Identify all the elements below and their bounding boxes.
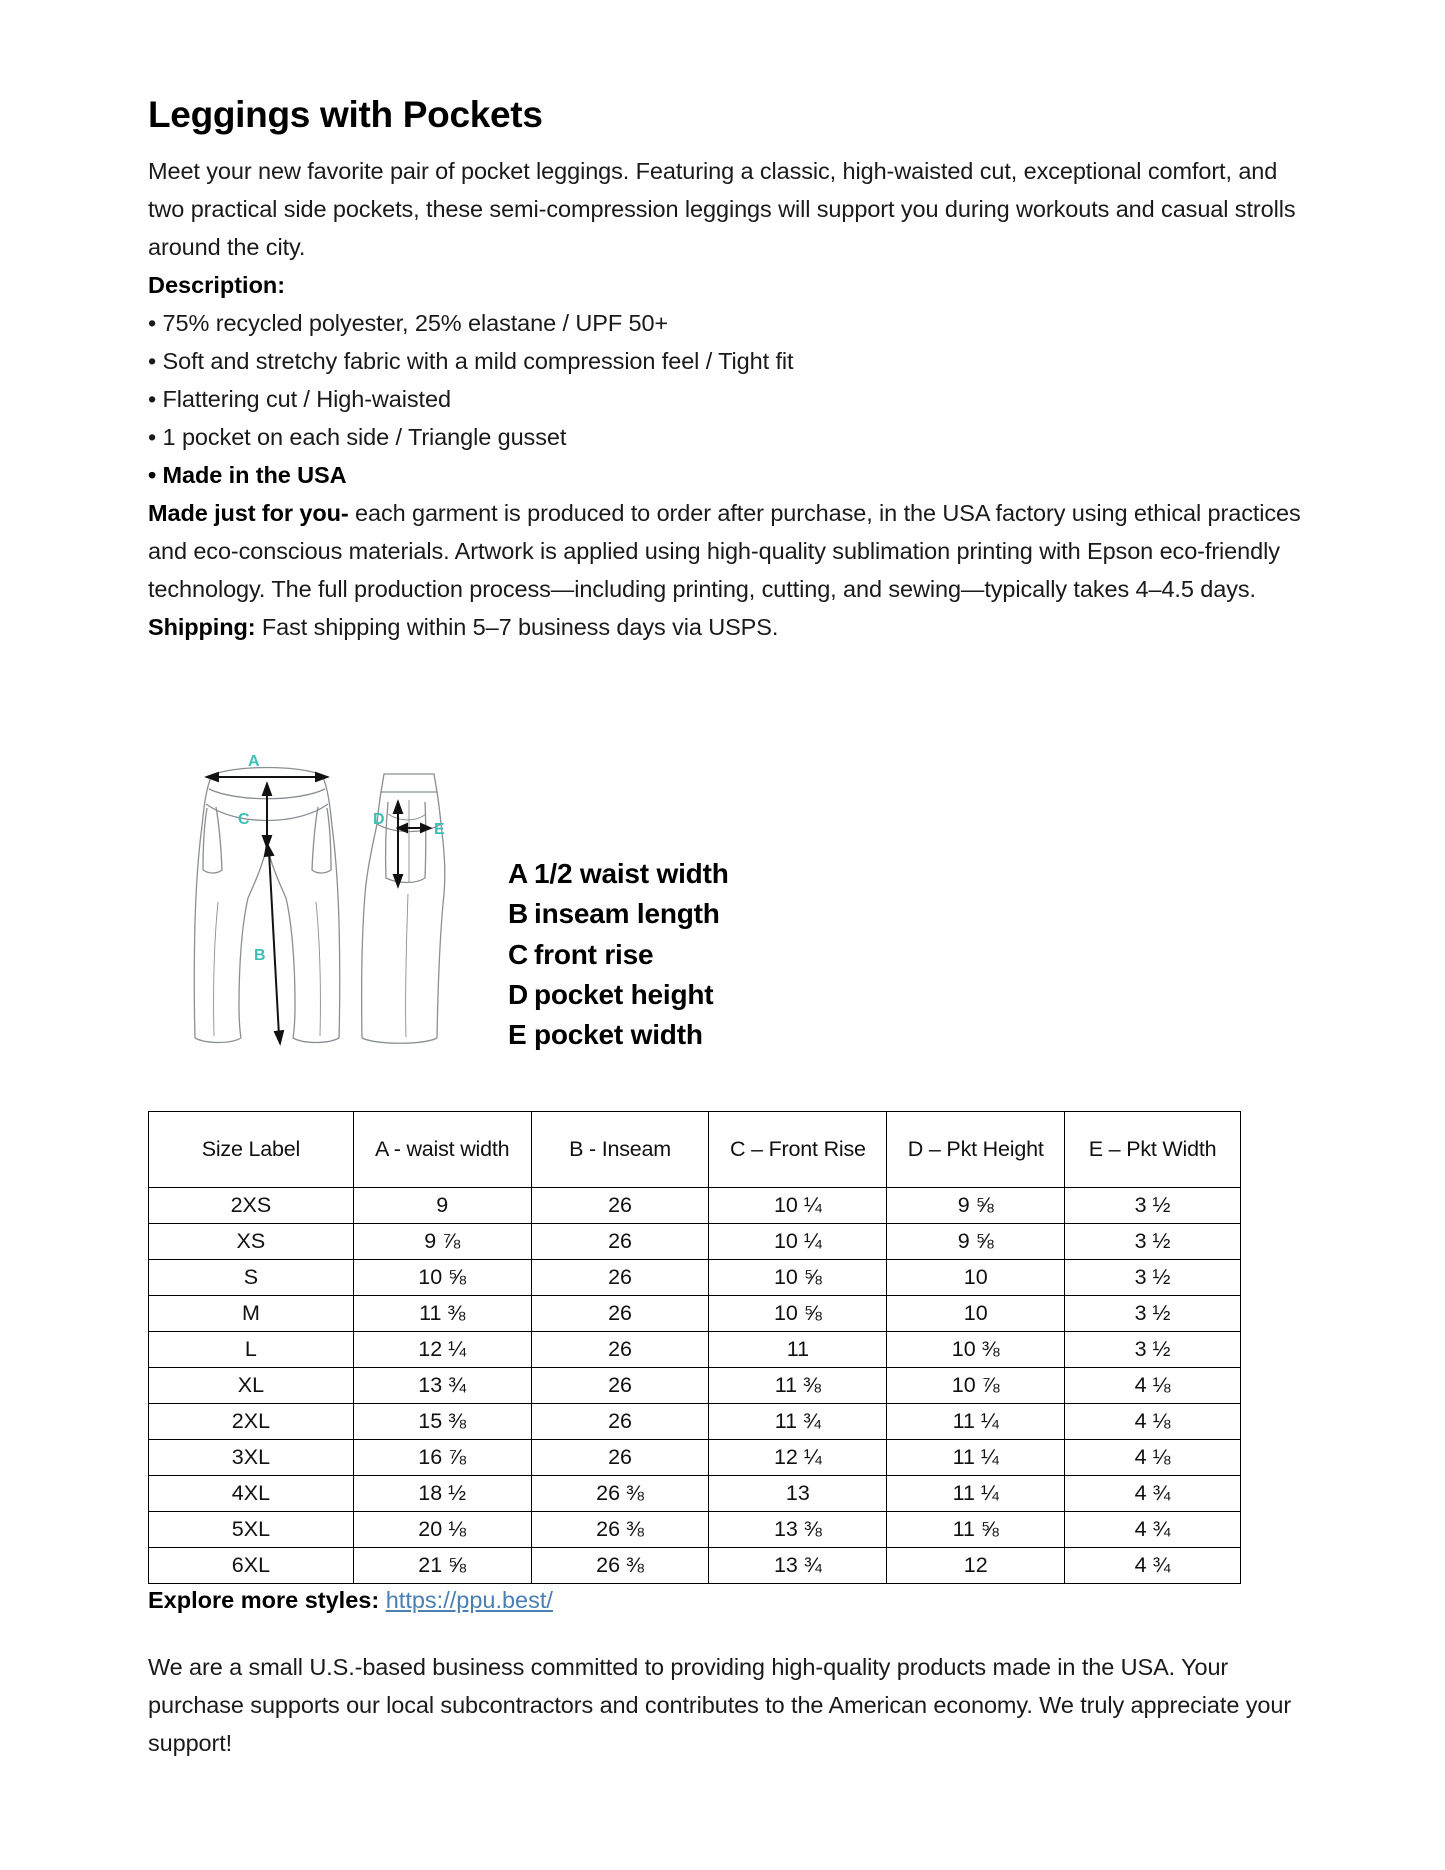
diagram-legend bbox=[508, 854, 729, 1056]
table-cell: 4 ¾ bbox=[1065, 1476, 1241, 1512]
leggings-technical-drawing bbox=[176, 752, 476, 1092]
table-cell: 13 ¾ bbox=[709, 1548, 887, 1584]
cell-size-label: M bbox=[149, 1296, 354, 1332]
table-cell: 4 ¾ bbox=[1065, 1512, 1241, 1548]
marker-e-label: E bbox=[434, 821, 445, 838]
dimension-line-b bbox=[265, 844, 283, 1043]
table-row bbox=[149, 1332, 1241, 1368]
table-cell: 10 ⅜ bbox=[887, 1332, 1065, 1368]
legend-row-d bbox=[508, 975, 729, 1015]
legend-key-e: E bbox=[508, 1019, 527, 1051]
made-just-for-you-lead: Made just for you- bbox=[148, 500, 349, 527]
table-row bbox=[149, 1224, 1241, 1260]
table-cell: 3 ½ bbox=[1065, 1188, 1241, 1224]
column-header-inseam: B - Inseam bbox=[531, 1112, 709, 1188]
table-cell: 11 ¼ bbox=[887, 1404, 1065, 1440]
legend-row-c bbox=[508, 935, 729, 975]
legend-row-b bbox=[508, 894, 729, 934]
legend-label-d: pocket height bbox=[534, 978, 714, 1010]
column-header-pkt-width: E – Pkt Width bbox=[1065, 1112, 1241, 1188]
table-cell: 10 bbox=[887, 1296, 1065, 1332]
table-cell: 10 bbox=[887, 1260, 1065, 1296]
table-cell: 16 ⅞ bbox=[353, 1440, 531, 1476]
legend-label-e: pocket width bbox=[534, 1019, 703, 1051]
marker-d-label: D bbox=[373, 811, 385, 828]
description-label: Description: bbox=[148, 271, 286, 298]
table-cell: 3 ½ bbox=[1065, 1224, 1241, 1260]
dimension-line-a bbox=[207, 773, 327, 781]
cell-size-label: 4XL bbox=[149, 1476, 354, 1512]
shipping-lead: Shipping: bbox=[148, 614, 256, 641]
table-cell: 9 ⅝ bbox=[887, 1224, 1065, 1260]
list-item: • Soft and stretchy fabric with a mild compression feel / Tight fit bbox=[148, 348, 794, 374]
closing-paragraph: We are a small U.S.-based business committed to providing high-quality products made in the USA. Your purchase supports our local subcontractors and contributes to the American economy. We truly appreciate your support! bbox=[148, 1654, 1292, 1757]
table-cell: 4 ⅛ bbox=[1065, 1404, 1241, 1440]
legend-row-a bbox=[508, 854, 729, 894]
table-cell: 10 ⅝ bbox=[709, 1296, 887, 1332]
cell-size-label: 2XS bbox=[149, 1188, 354, 1224]
table-cell: 11 bbox=[709, 1332, 887, 1368]
measurement-diagram bbox=[148, 752, 1308, 1097]
table-cell: 26 bbox=[531, 1260, 709, 1296]
marker-c-label: C bbox=[238, 811, 250, 828]
column-header-pkt-height: D – Pkt Height bbox=[887, 1112, 1065, 1188]
table-cell: 10 ⅞ bbox=[887, 1368, 1065, 1404]
marker-b-label: B bbox=[254, 947, 266, 964]
legend-key-b: B bbox=[508, 898, 529, 930]
legend-label-b: inseam length bbox=[534, 898, 720, 930]
table-cell: 12 ¼ bbox=[709, 1440, 887, 1476]
table-cell: 10 ⅝ bbox=[709, 1260, 887, 1296]
cell-size-label: 3XL bbox=[149, 1440, 354, 1476]
table-cell: 9 bbox=[353, 1188, 531, 1224]
feature-bullet-list bbox=[148, 304, 1308, 494]
list-item: • Flattering cut / High-waisted bbox=[148, 386, 451, 413]
list-item: • 75% recycled polyester, 25% elastane / UPF 50+ bbox=[148, 309, 669, 336]
table-cell: 21 ⅝ bbox=[353, 1548, 531, 1584]
dimension-line-d bbox=[394, 802, 402, 886]
table-cell: 13 ¾ bbox=[353, 1368, 531, 1404]
table-row bbox=[149, 1548, 1241, 1584]
table-cell: 13 ⅜ bbox=[709, 1512, 887, 1548]
table-cell: 3 ½ bbox=[1065, 1260, 1241, 1296]
table-cell: 11 ⅜ bbox=[353, 1296, 531, 1332]
explore-label: Explore more styles: bbox=[148, 1587, 380, 1613]
table-cell: 12 ¼ bbox=[353, 1332, 531, 1368]
shipping-body: Fast shipping within 5–7 business days via USPS. bbox=[255, 614, 779, 641]
legend-key-d: D bbox=[508, 978, 529, 1010]
legend-key-c: C bbox=[508, 938, 529, 970]
table-row bbox=[149, 1296, 1241, 1332]
page-title: Leggings with Pockets bbox=[148, 94, 543, 135]
table-cell: 10 ¼ bbox=[709, 1188, 887, 1224]
table-row bbox=[149, 1260, 1241, 1296]
table-cell: 9 ⅞ bbox=[353, 1224, 531, 1260]
table-cell: 11 ¾ bbox=[709, 1404, 887, 1440]
table-cell: 26 bbox=[531, 1332, 709, 1368]
table-cell: 26 bbox=[531, 1224, 709, 1260]
size-chart-table bbox=[148, 1111, 1241, 1584]
table-header bbox=[149, 1112, 1241, 1188]
table-cell: 9 ⅝ bbox=[887, 1188, 1065, 1224]
table-row bbox=[149, 1404, 1241, 1440]
cell-size-label: 6XL bbox=[149, 1548, 354, 1584]
table-cell: 13 bbox=[709, 1476, 887, 1512]
cell-size-label: XL bbox=[149, 1368, 354, 1404]
table-cell: 10 ¼ bbox=[709, 1224, 887, 1260]
table-cell: 20 ⅛ bbox=[353, 1512, 531, 1548]
shipping-paragraph bbox=[148, 608, 1308, 646]
table-row bbox=[149, 1476, 1241, 1512]
table-cell: 11 ¼ bbox=[887, 1476, 1065, 1512]
table-cell: 15 ⅜ bbox=[353, 1404, 531, 1440]
table-body bbox=[149, 1188, 1241, 1584]
table-row bbox=[149, 1512, 1241, 1548]
legend-row-e bbox=[508, 1015, 729, 1055]
table-cell: 11 ⅝ bbox=[887, 1512, 1065, 1548]
explore-link[interactable]: https://ppu.best/ bbox=[385, 1587, 553, 1613]
table-cell: 26 bbox=[531, 1368, 709, 1404]
made-just-for-you-paragraph bbox=[148, 494, 1308, 608]
table-cell: 3 ½ bbox=[1065, 1296, 1241, 1332]
list-item: • 1 pocket on each side / Triangle gusset bbox=[148, 424, 567, 451]
column-header-size: Size Label bbox=[149, 1112, 354, 1188]
explore-more-styles bbox=[148, 1587, 553, 1614]
table-cell: 4 ¾ bbox=[1065, 1548, 1241, 1584]
table-cell: 26 ⅜ bbox=[531, 1548, 709, 1584]
table-header-row bbox=[149, 1112, 1241, 1188]
table-cell: 10 ⅝ bbox=[353, 1260, 531, 1296]
table-row bbox=[149, 1368, 1241, 1404]
product-description-block bbox=[148, 95, 1308, 647]
table-cell: 4 ⅛ bbox=[1065, 1368, 1241, 1404]
legend-key-a: A bbox=[508, 858, 529, 889]
table-cell: 26 bbox=[531, 1404, 709, 1440]
table-cell: 26 bbox=[531, 1188, 709, 1224]
table-cell: 11 ¼ bbox=[887, 1440, 1065, 1476]
made-just-for-you-body: each garment is produced to order after purchase, in the USA factory using ethical practices and eco-conscious materials. Artwork is applied using high-quality sublimation printing with Epson eco-friendly technology. The full production process—including printing, cutting, and sewing—typically takes 4–4.5 days. bbox=[148, 500, 1301, 603]
table-row bbox=[149, 1440, 1241, 1476]
cell-size-label: 2XL bbox=[149, 1404, 354, 1440]
table-cell: 26 bbox=[531, 1440, 709, 1476]
table-cell: 18 ½ bbox=[353, 1476, 531, 1512]
marker-a-label: A bbox=[248, 753, 260, 770]
table-cell: 11 ⅜ bbox=[709, 1368, 887, 1404]
table-cell: 12 bbox=[887, 1548, 1065, 1584]
legend-label-c: front rise bbox=[534, 938, 654, 970]
table-cell: 26 ⅜ bbox=[531, 1512, 709, 1548]
cell-size-label: S bbox=[149, 1260, 354, 1296]
table-row bbox=[149, 1188, 1241, 1224]
table-cell: 26 bbox=[531, 1296, 709, 1332]
column-header-front-rise: C – Front Rise bbox=[709, 1112, 887, 1188]
cell-size-label: L bbox=[149, 1332, 354, 1368]
intro-paragraph: Meet your new favorite pair of pocket leggings. Featuring a classic, high-waisted cut, exceptional comfort, and two practical side pockets, these semi-compression leggings will support you during workouts and casual strolls around the city. bbox=[148, 157, 1296, 260]
table-cell: 26 ⅜ bbox=[531, 1476, 709, 1512]
cell-size-label: 5XL bbox=[149, 1512, 354, 1548]
column-header-waist-width: A - waist width bbox=[353, 1112, 531, 1188]
legend-label-a: 1/2 waist width bbox=[534, 858, 729, 889]
list-item: • Made in the USA bbox=[148, 462, 347, 489]
table-cell: 3 ½ bbox=[1065, 1332, 1241, 1368]
cell-size-label: XS bbox=[149, 1224, 354, 1260]
table-cell: 4 ⅛ bbox=[1065, 1440, 1241, 1476]
dimension-line-c bbox=[263, 784, 271, 847]
